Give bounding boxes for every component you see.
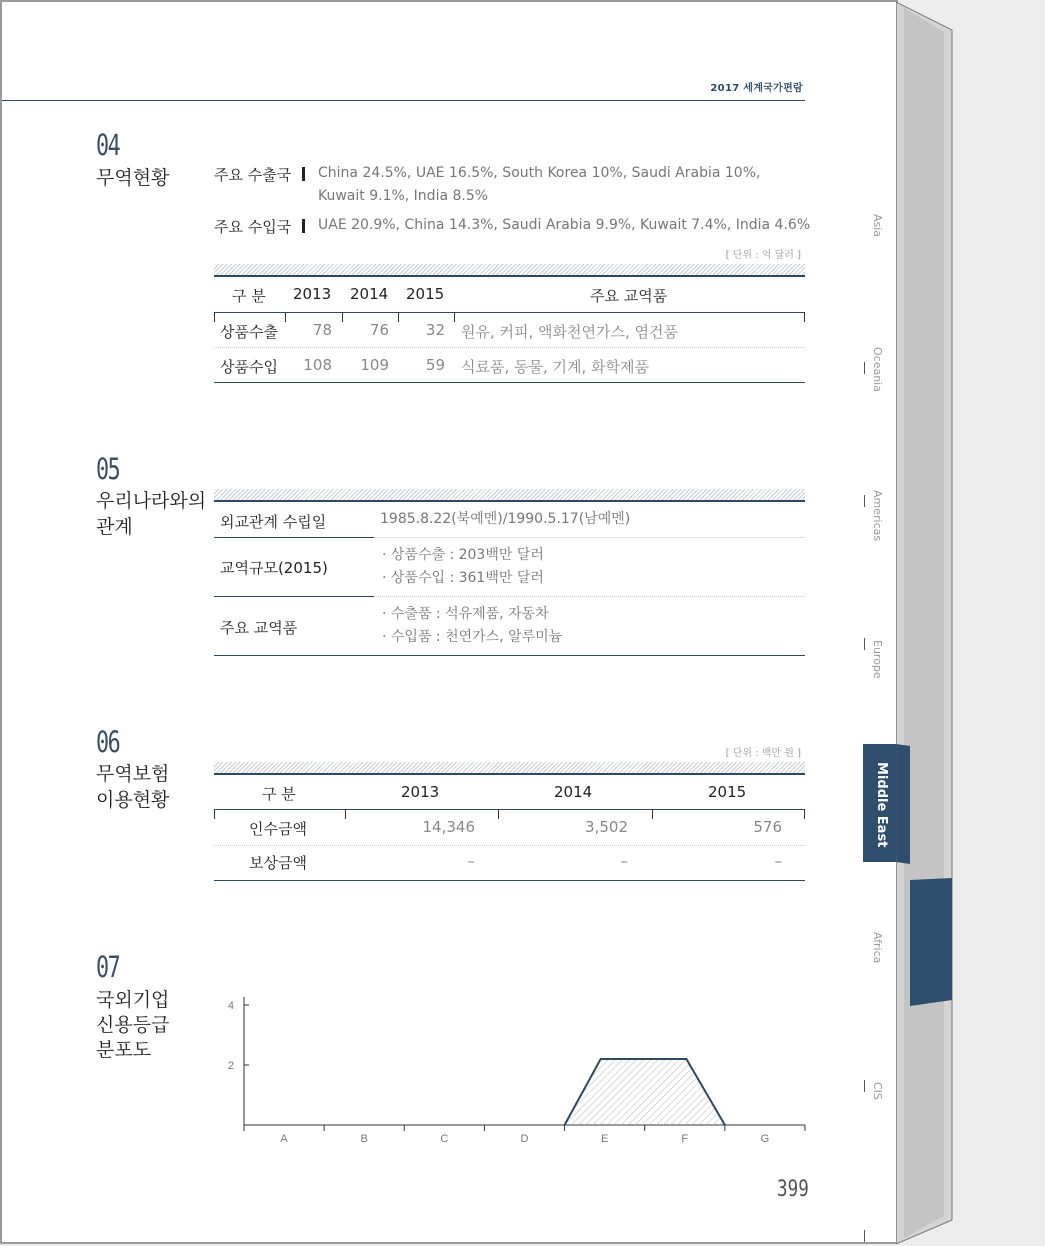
section-07-title-line3: 분포도	[96, 1039, 152, 1061]
x-tick-label: C	[440, 1133, 449, 1145]
section-05-title-line2: 관계	[96, 516, 133, 538]
side-tab-middle-east[interactable]: Middle East	[863, 744, 899, 862]
section-07-title-line2: 신용등급	[96, 1014, 170, 1036]
relations-label: 교역규모(2015)	[220, 559, 328, 577]
section-05-title-line1: 우리나라와의	[96, 490, 207, 512]
table-top-hatch	[214, 264, 805, 277]
table-bottom-rule	[214, 655, 805, 656]
relations-value: · 수출품 : 석유제품, 자동차	[382, 606, 549, 622]
header-rule	[2, 100, 805, 101]
table-bottom-rule	[214, 382, 805, 383]
table-header-cell: 구 분	[262, 785, 296, 803]
side-tab-asia[interactable]: Asia	[871, 214, 884, 238]
import-countries-value: UAE 20.9%, China 14.3%, Saudi Arabia 9.9%, Kuwait 7.4%, India 4.6%	[318, 217, 811, 233]
relations-label: 외교관계 수립일	[220, 513, 327, 531]
section-07-title-line1: 국외기업	[96, 989, 170, 1011]
table-top-hatch	[214, 762, 805, 775]
side-tab-divider	[864, 1230, 865, 1242]
export-countries-line2: Kuwait 9.1%, India 8.5%	[318, 188, 489, 204]
section-06-number: 06	[96, 725, 120, 759]
header-rule	[214, 312, 805, 313]
table-bottom-rule	[214, 880, 805, 881]
table-header-cell: 2015	[708, 783, 747, 801]
relations-value: · 수입품 : 천연가스, 알루미늄	[382, 629, 563, 645]
x-tick-label: B	[360, 1133, 368, 1145]
label-bar	[302, 219, 305, 233]
table-header-cell: 2014	[554, 783, 593, 801]
side-tab-africa[interactable]: Africa	[871, 932, 884, 964]
relations-value: · 상품수입 : 361백만 달러	[382, 570, 544, 586]
side-tab-divider	[864, 1080, 865, 1092]
running-header: 2017 세계국가편람	[710, 83, 803, 94]
credit-rating-chart	[212, 982, 822, 1152]
section-06-title-line1: 무역보험	[96, 763, 170, 785]
unit-label: [ 단위 : 억 달러 ]	[725, 250, 801, 261]
import-countries-label: 주요 수입국	[214, 218, 292, 236]
table-top-hatch	[214, 489, 805, 502]
x-tick-label: F	[681, 1133, 689, 1145]
label-bar	[302, 167, 305, 181]
relations-value: 1985.8.22(북예멘)/1990.5.17(남예멘)	[380, 511, 631, 527]
section-07-number: 07	[96, 950, 120, 984]
relations-label: 주요 교역품	[220, 619, 298, 637]
relations-value: · 상품수출 : 203백만 달러	[382, 547, 544, 563]
section-06-title-line2: 이용현황	[96, 789, 170, 811]
document-page: 2017 세계국가편람 04 무역현황 주요 수출국 China 24.5%, UAE 16.5%, South Korea 10%, Saudi Arabia 10%, Kuwait 9.1%, India 8.5% 주요 수입국 UAE 20.9%, China 14.3%, Saudi Arabia 9.9%, Kuwait 7.4%, India 4.6% [ 단위 : 억 달러 ] 구 분 2013 2014 2015 주요 교역품 상품수출 78 76 32 원유, 커피, 액화천연가스, 염건품 상품수입 108 109 59 식료품, 동물, 기계, 화학제품 05 우리나라와의 관계 외교관계 수립일 1985.8.22(북예멘)/1990.5.17(남예멘) 교역규모(2015) · 상품수출 : 203백만 달러 · 상품수입 : 361백만 달러 주요 교역품 · 수출품 : 석유제품, 자동차 · 수입품 : 천연가스, 알루미늄 06 무역보험 이용현황 [ 단위 : 백만 원 ] 구 분 2013 2014 2015 인수금액 14,346 3,502 576 보상금액 – – – 07 국외기업 신용등급 분포도 2 4 A B C D E F G 399 Asia Oceania Americas Europe Africa CIS Middle East	[0, 0, 898, 1244]
y-tick-label: 4	[227, 1000, 234, 1012]
side-tab-divider	[864, 495, 865, 507]
table-header-cell: 주요 교역품	[590, 287, 668, 305]
x-tick-label: D	[520, 1133, 529, 1145]
x-tick-label: A	[280, 1133, 288, 1145]
side-tab-europe[interactable]: Europe	[871, 640, 884, 679]
table-header-cell: 2013	[401, 783, 440, 801]
table-header-cell: 2014	[350, 285, 389, 303]
unit-label: [ 단위 : 백만 원 ]	[725, 748, 801, 759]
table-header-cell: 2013	[293, 285, 332, 303]
side-tab-americas[interactable]: Americas	[871, 490, 884, 542]
side-tab-divider	[864, 638, 865, 650]
x-tick-label: G	[760, 1133, 770, 1145]
x-tick-label: E	[600, 1133, 609, 1145]
book-edge	[896, 2, 954, 1244]
area-fill	[565, 1059, 725, 1125]
side-tab-oceania[interactable]: Oceania	[871, 347, 884, 392]
section-05-number: 05	[96, 452, 120, 486]
section-04-number: 04	[96, 128, 120, 162]
table-header-cell: 구 분	[232, 287, 266, 305]
export-countries-line1: China 24.5%, UAE 16.5%, South Korea 10%, Saudi Arabia 10%,	[318, 165, 761, 181]
side-tab-cis[interactable]: CIS	[871, 1082, 884, 1100]
table-header-cell: 2015	[406, 285, 445, 303]
y-tick-label: 2	[227, 1060, 234, 1072]
section-04-title: 무역현황	[96, 167, 170, 189]
page-number: 399	[777, 1177, 809, 1202]
side-tab-divider	[864, 362, 865, 374]
export-countries-label: 주요 수출국	[214, 166, 292, 184]
